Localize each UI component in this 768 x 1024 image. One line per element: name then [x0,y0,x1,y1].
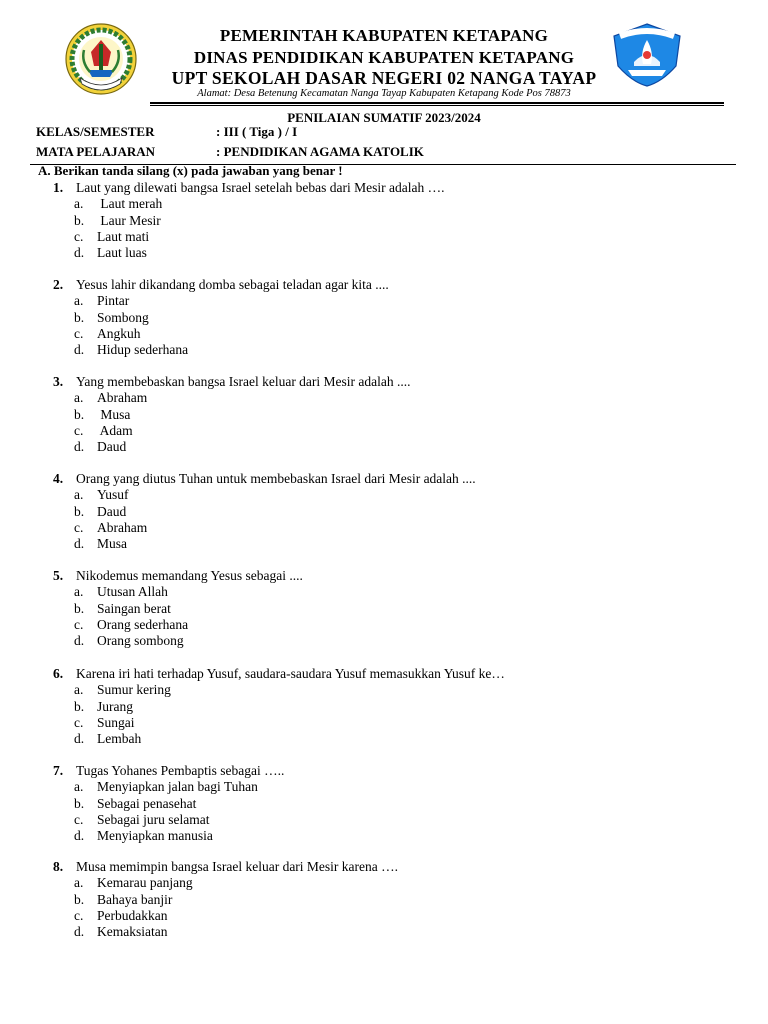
option-letter: d. [74,342,85,358]
question-text: Musa memimpin bangsa Israel keluar dari Mesir karena …. [76,859,399,874]
header-government: PEMERINTAH KABUPATEN KETAPANG [219,26,549,45]
class-semester-value: : III ( Tiga ) / I [216,124,298,139]
option-text: Laur Mesir [97,212,161,228]
option-text: Laut mati [97,228,150,244]
option-letter: a. [74,390,84,406]
option-letter: d. [74,439,85,455]
question-text: Laut yang dilewati bangsa Israel setelah bebas dari Mesir adalah …. [76,180,445,195]
header-department: DINAS PENDIDIKAN KABUPATEN KETAPANG [193,48,575,67]
option-text: Utusan Allah [97,584,168,600]
option-text: Abraham [97,390,148,406]
option-letter: c. [74,714,84,730]
question-text: Nikodemus memandang Yesus sebagai .... [76,568,303,583]
option-text: Sungai [97,714,135,730]
option-letter: b. [74,795,85,811]
question-text: Yesus lahir dikandang domba sebagai teladan agar kita .... [76,277,389,292]
question-text: Orang yang diutus Tuhan untuk membebaskan Israel dari Mesir adalah .... [76,471,476,486]
option-letter: c. [74,519,84,535]
header-divider-thin [150,105,724,106]
option-text: Orang sederhana [97,616,189,632]
question-number: 1. [53,180,64,195]
option-text: Sumur kering [97,682,171,698]
subject-value: : PENDIDIKAN AGAMA KATOLIK [216,144,424,159]
option-letter: d. [74,245,85,261]
option-letter: b. [74,212,85,228]
option-text: Saingan berat [97,600,171,616]
question-text: Karena iri hati terhadap Yusuf, saudara-saudara Yusuf memasukkan Yusuf ke… [76,666,505,681]
option-letter: a. [74,487,84,503]
option-letter: a. [74,875,84,891]
option-letter: b. [74,600,85,616]
header-school: UPT SEKOLAH DASAR NEGERI 02 NANGA TAYAP [171,68,597,88]
option-letter: a. [74,584,84,600]
option-text: Adam [97,422,133,438]
question-number: 3. [53,374,64,389]
header-address: Alamat: Desa Betenung Kecamatan Nanga Tayap Kabupaten Ketapang Kode Pos 78873 [197,88,571,99]
option-text: Sebagai juru selamat [97,811,210,827]
exam-title: PENILAIAN SUMATIF 2023/2024 [287,110,481,125]
option-text: Laut luas [97,245,147,261]
option-letter: b. [74,891,85,907]
question-number: 8. [53,859,64,874]
option-text: Daud [97,503,127,519]
option-letter: c. [74,907,84,923]
section-a-instruction: A. Berikan tanda silang (x) pada jawaban yang benar ! [38,163,343,178]
option-letter: a. [74,779,84,795]
option-text: Sebagai penasehat [97,795,197,811]
option-text: Bahaya banjir [97,891,173,907]
option-letter: a. [74,682,84,698]
option-text: Abraham [97,519,148,535]
option-text: Menyiapkan jalan bagi Tuhan [97,779,258,795]
question-number: 6. [53,666,64,681]
option-letter: c. [74,422,84,438]
option-letter: c. [74,325,84,341]
question-number: 5. [53,568,64,583]
option-letter: d. [74,536,85,552]
option-letter: b. [74,698,85,714]
option-letter: c. [74,811,84,827]
option-text: Daud [97,439,127,455]
option-text: Kemarau panjang [97,875,193,891]
option-text: Angkuh [97,325,141,341]
option-text: Lembah [97,731,142,747]
option-letter: d. [74,731,85,747]
option-letter: a. [74,293,84,309]
option-text: Kemaksiatan [97,924,168,940]
option-letter: d. [74,828,85,844]
option-text: Hidup sederhana [97,342,189,358]
option-text: Jurang [97,698,133,714]
question-text: Yang membebaskan bangsa Israel keluar dari Mesir adalah .... [76,374,411,389]
option-text: Laut merah [97,196,163,212]
option-letter: d. [74,633,85,649]
option-letter: b. [74,406,85,422]
option-text: Musa [97,406,131,422]
option-text: Sombong [97,309,149,325]
option-text: Yusuf [97,487,129,503]
option-letter: a. [74,196,84,212]
option-letter: b. [74,309,85,325]
option-text: Pintar [97,293,130,309]
question-number: 2. [53,277,64,292]
question-number: 4. [53,471,64,486]
option-letter: c. [74,616,84,632]
subject-label: MATA PELAJARAN [36,144,156,159]
option-text: Menyiapkan manusia [97,828,213,844]
header-divider-thick [150,102,724,104]
question-text: Tugas Yohanes Pembaptis sebagai ….. [76,763,285,778]
option-text: Musa [97,536,127,552]
option-text: Perbudakkan [97,907,168,923]
option-text: Orang sombong [97,633,184,649]
option-letter: d. [74,924,85,940]
option-letter: b. [74,503,85,519]
question-number: 7. [53,763,64,778]
class-semester-label: KELAS/SEMESTER [36,124,155,139]
option-letter: c. [74,228,84,244]
